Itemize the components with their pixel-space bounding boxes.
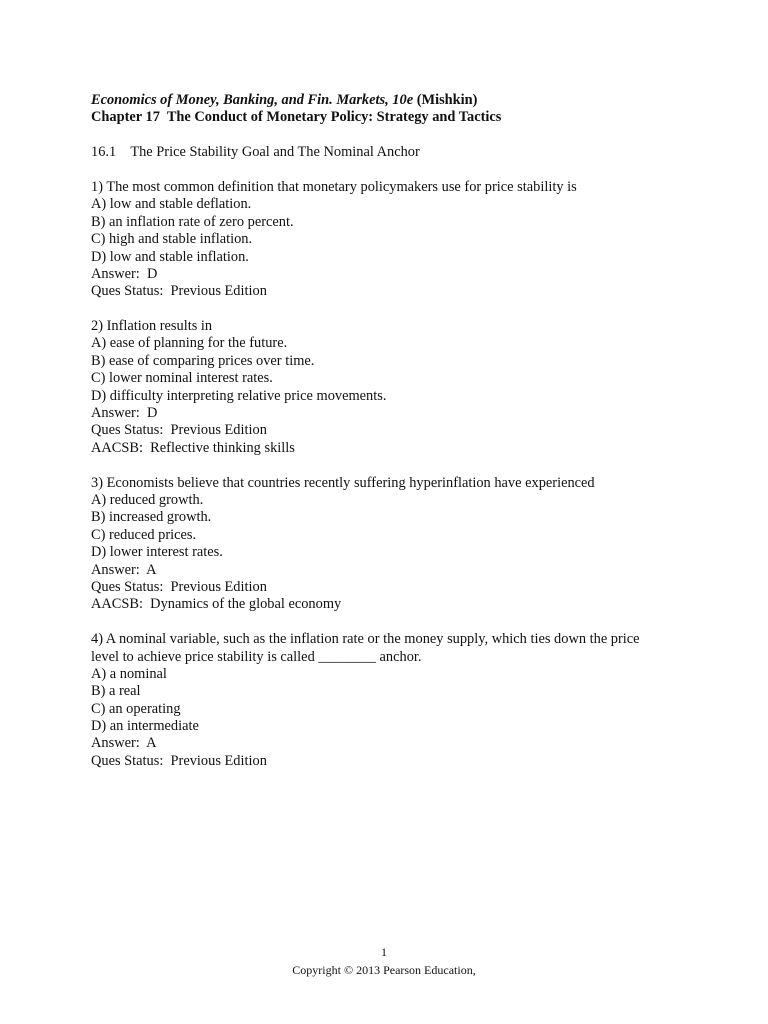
- question-stem: 3) Economists believe that countries recently suffering hyperinflation have experienced: [91, 474, 595, 491]
- answer-option: B) a real: [91, 683, 141, 700]
- ques-status: Ques Status: Previous Edition: [91, 578, 267, 595]
- answer-option: C) high and stable inflation.: [91, 231, 253, 248]
- question-stem-continued: level to achieve price stability is called ________ anchor.: [91, 648, 422, 665]
- aacsb-tag: AACSB: Reflective thinking skills: [91, 439, 295, 456]
- answer-option: D) difficulty interpreting relative price movements.: [91, 387, 387, 404]
- answer-key: Answer: A: [91, 561, 157, 578]
- answer-option: C) an operating: [91, 700, 181, 717]
- aacsb-tag: AACSB: Dynamics of the global economy: [91, 596, 342, 613]
- answer-key: Answer: D: [91, 405, 158, 422]
- answer-option: A) low and stable deflation.: [91, 196, 252, 213]
- answer-option: B) increased growth.: [91, 509, 212, 526]
- question-stem: 1) The most common definition that monetary policymakers use for price stability is: [91, 178, 577, 195]
- page-content: [91, 92, 731, 788]
- answer-key: Answer: A: [91, 735, 157, 752]
- question-4: [91, 631, 731, 770]
- answer-option: C) reduced prices.: [91, 526, 197, 543]
- chapter-title: Chapter 17 The Conduct of Monetary Policy: Strategy and Tactics: [91, 109, 502, 126]
- question-1: [91, 179, 731, 301]
- question-3: [91, 475, 731, 614]
- answer-option: B) ease of comparing prices over time.: [91, 352, 315, 369]
- page-number: 1: [381, 945, 387, 959]
- answer-option: B) an inflation rate of zero percent.: [91, 213, 294, 230]
- section-heading: 16.1 The Price Stability Goal and The Nominal Anchor: [91, 144, 420, 161]
- answer-option: D) lower interest rates.: [91, 544, 223, 561]
- answer-option: A) reduced growth.: [91, 491, 204, 508]
- answer-option: C) lower nominal interest rates.: [91, 370, 273, 387]
- answer-option: D) an intermediate: [91, 718, 199, 735]
- question-stem: 2) Inflation results in: [91, 318, 213, 335]
- book-author: (Mishkin): [416, 92, 478, 108]
- ques-status: Ques Status: Previous Edition: [91, 283, 267, 300]
- ques-status: Ques Status: Previous Edition: [91, 752, 267, 769]
- question-stem: 4) A nominal variable, such as the inflation rate or the money supply, which ties down the price: [91, 631, 640, 648]
- answer-option: D) low and stable inflation.: [91, 248, 249, 265]
- answer-key: Answer: D: [91, 265, 158, 282]
- answer-option: A) ease of planning for the future.: [91, 335, 288, 352]
- question-2: [91, 318, 731, 457]
- book-title: Economics of Money, Banking, and Fin. Markets, 10e: [91, 92, 414, 108]
- copyright-notice: Copyright © 2013 Pearson Education,: [292, 963, 476, 977]
- answer-option: A) a nominal: [91, 665, 167, 682]
- ques-status: Ques Status: Previous Edition: [91, 422, 267, 439]
- book-title-line: [91, 92, 731, 109]
